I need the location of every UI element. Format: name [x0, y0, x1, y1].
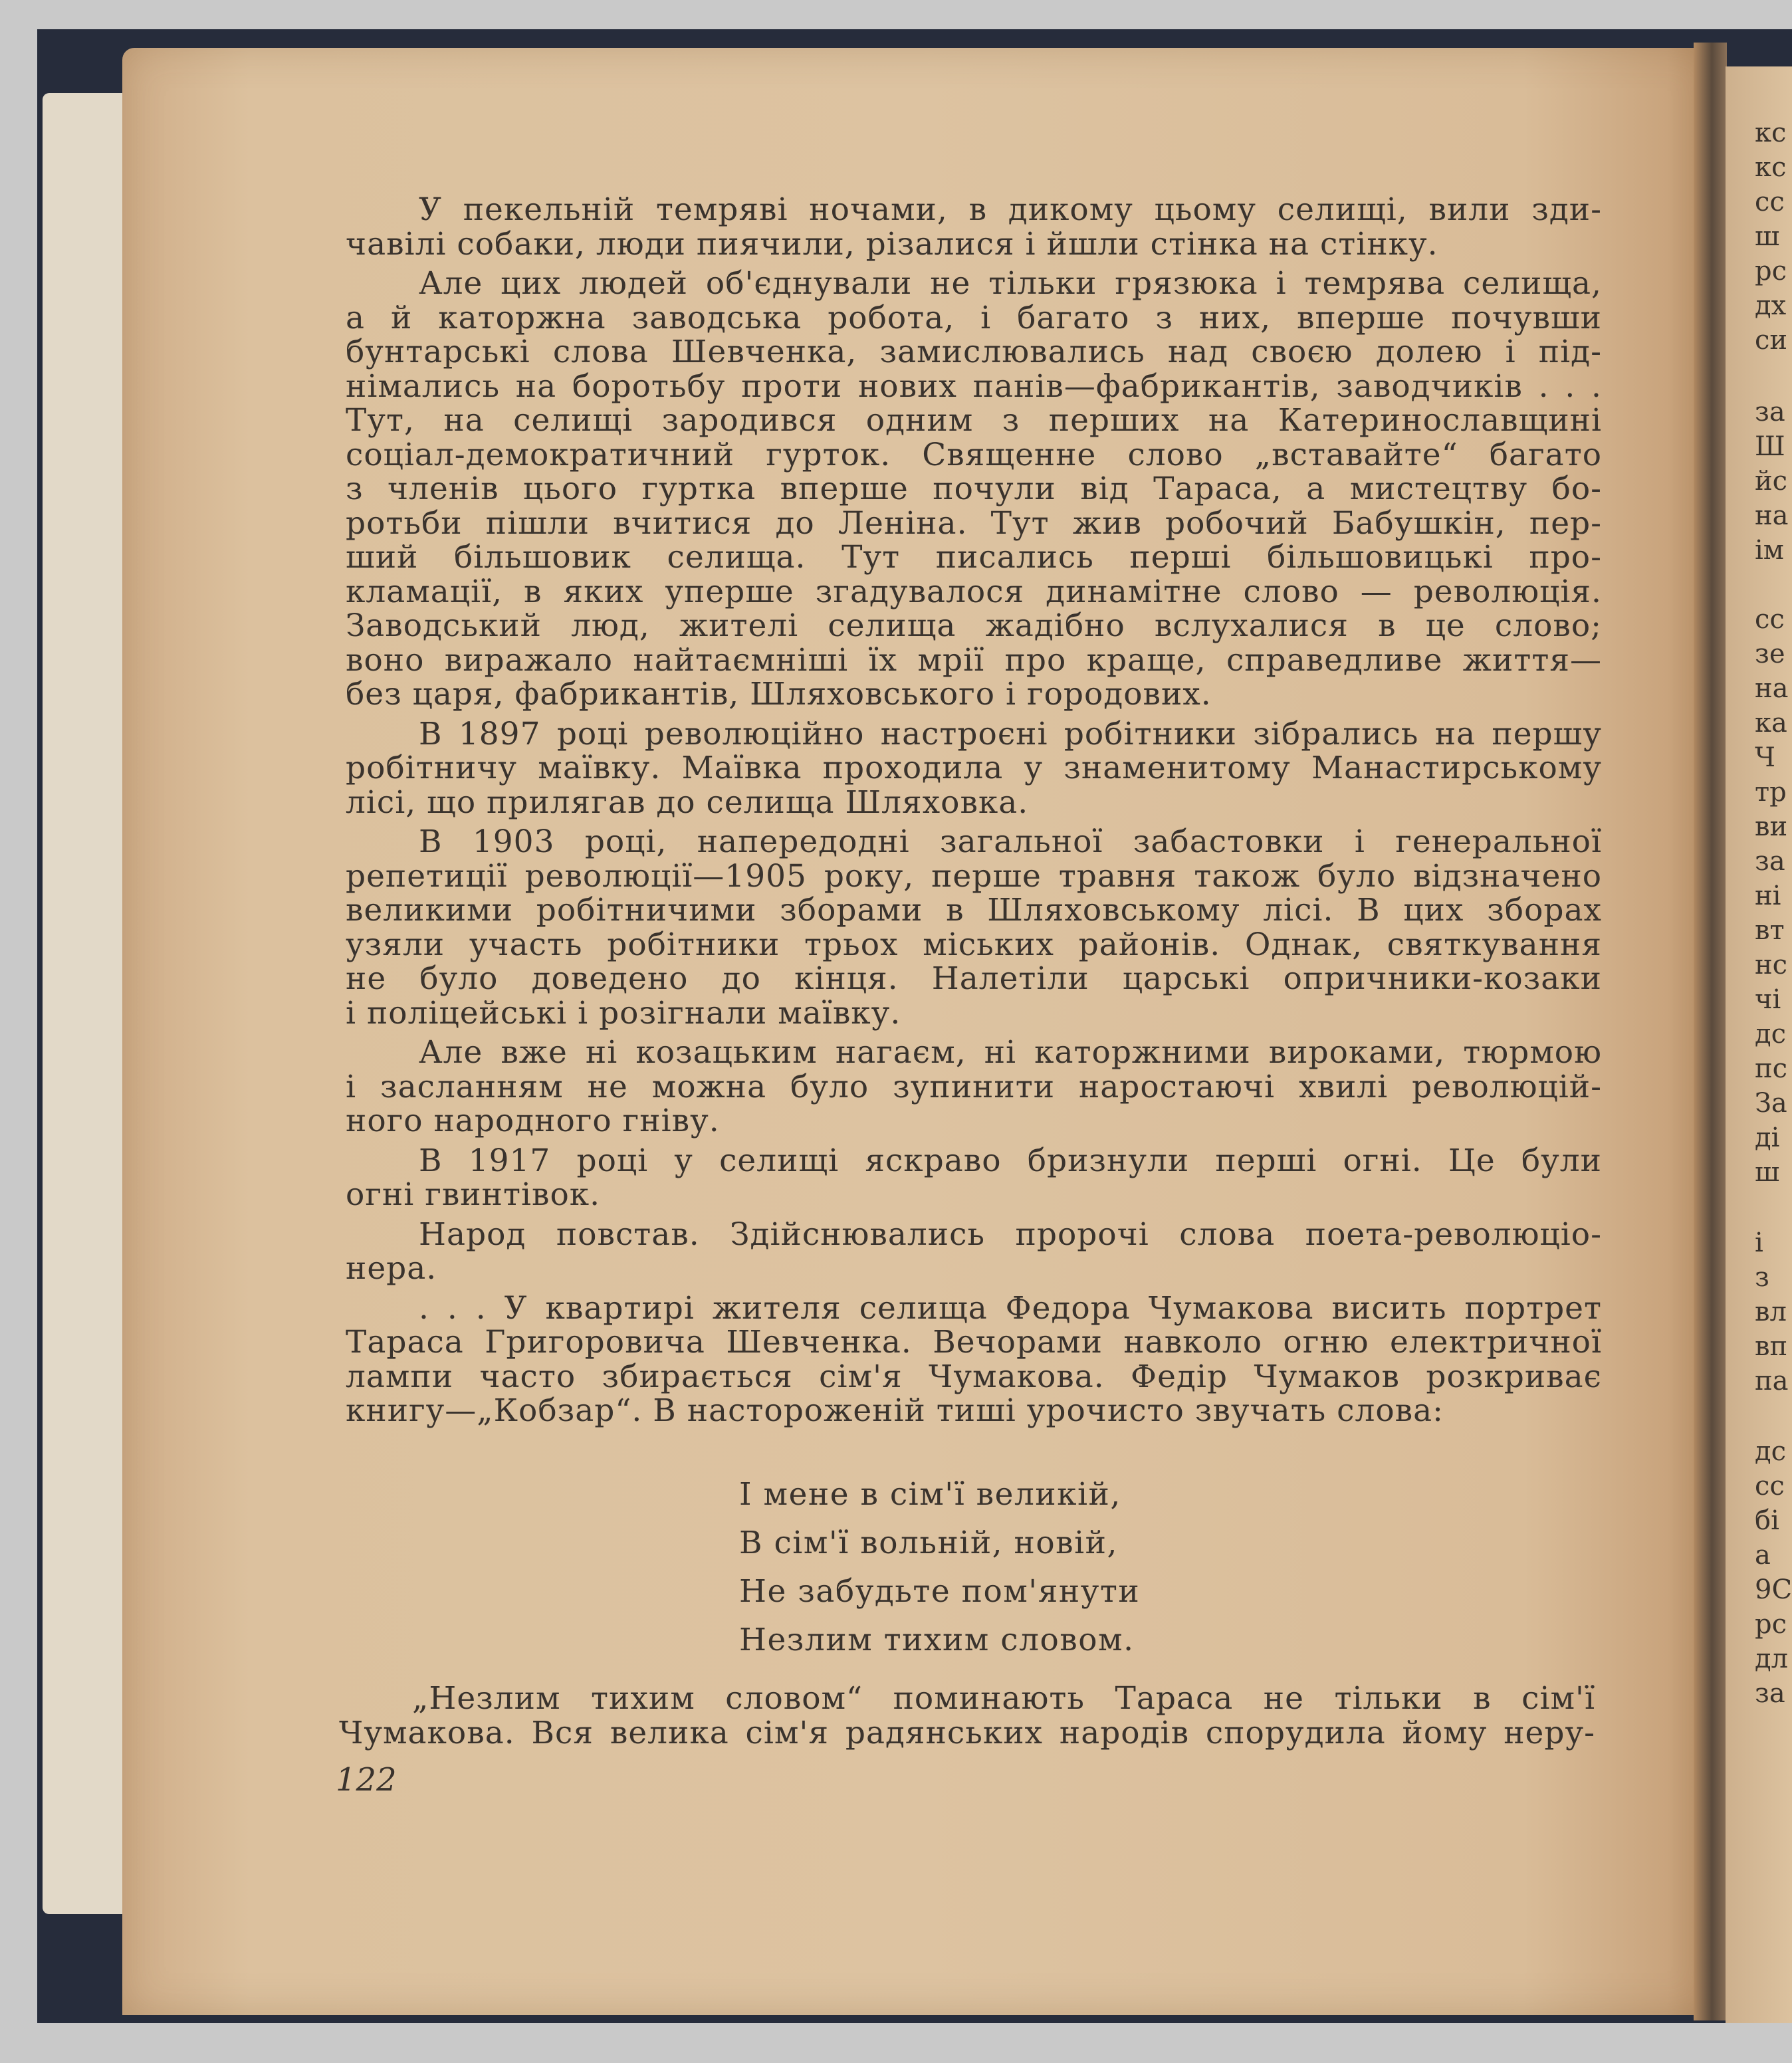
text-line: німались на боротьбу проти нових панів—фабрикантів, заводчиків . . .: [346, 368, 1602, 405]
text-line: Тараса Григоровича Шевченка. Вечорами навколо огню електричної: [346, 1324, 1602, 1360]
text-line: Народ повстав. Здійснювались пророчі слова поета-революціо-: [419, 1216, 1602, 1253]
next-page-fragment: дс: [1755, 1019, 1787, 1049]
next-page-fragment: йс: [1755, 466, 1788, 496]
next-page-fragment: ви: [1755, 812, 1788, 842]
text-line: Чумакова. Вся велика сім'я радянських народів спорудила йому неру-: [339, 1714, 1595, 1751]
text-line: В 1917 році у селищі яскраво бризнули перші огні. Це були: [419, 1142, 1602, 1179]
next-page-fragment: ш: [1755, 221, 1780, 252]
text-line: Заводський люд, жителі селища жадібно вслухалися в це слово;: [346, 607, 1602, 644]
paragraph: [346, 717, 1602, 820]
next-page-fragment: Ш: [1755, 431, 1785, 462]
next-page-fragment: дх: [1755, 290, 1787, 321]
text-line: В 1903 році, напередодні загальної забастовки і генеральної: [419, 823, 1602, 860]
text-line: і засланням не можна було зупинити наростаючі хвилі революцій-: [346, 1068, 1602, 1105]
text-line: У пекельній темряві ночами, в дикому цьому селищі, вили зди-: [419, 191, 1602, 228]
next-page-fragment: ім: [1755, 535, 1784, 566]
paragraph: [346, 1291, 1602, 1428]
text-line: а й каторжна заводська робота, і багато з них, вперше почувши: [346, 299, 1602, 336]
next-page-fragment: сс: [1755, 604, 1785, 635]
next-page-fragment: пс: [1755, 1053, 1788, 1084]
poem-line: Незлим тихим словом.: [739, 1622, 1135, 1658]
next-page-fragment: зе: [1755, 639, 1785, 669]
text-line: . . . У квартирі жителя селища Федора Чумакова висить портрет: [419, 1289, 1602, 1327]
next-page-fragment: і: [1755, 1228, 1763, 1258]
text-line: кламації, в яких уперше згадувалося динамітне слово — революція.: [346, 573, 1602, 610]
next-page-fragment: а: [1755, 1540, 1771, 1571]
final-paragraph: [339, 1682, 1595, 1750]
paragraph: [346, 1144, 1602, 1212]
next-page-fragment: з: [1755, 1262, 1769, 1293]
paragraph: [346, 267, 1602, 712]
text-line: ного народного гніву.: [346, 1103, 720, 1139]
next-page-fragment: за: [1755, 846, 1785, 877]
next-page-edge: [1726, 66, 1792, 2023]
next-page-fragment: кс: [1755, 118, 1787, 148]
text-line: чавілі собаки, люди пиячили, різалися і йшли стінка на стінку.: [346, 225, 1438, 263]
body-text: [346, 193, 1602, 1434]
text-line: Тут, на селищі зародився одним з перших на Катеринославщині: [346, 402, 1602, 439]
text-line: соціал-демократичний гурток. Священне слово „вставайте“ багато: [346, 436, 1602, 473]
next-page-fragment: за: [1755, 1678, 1785, 1709]
text-line: „Незлим тихим словом“ поминають Тараса не тільки в сім'ї: [412, 1680, 1595, 1717]
next-page-fragment: тр: [1755, 777, 1787, 808]
paragraph: [346, 825, 1602, 1030]
paragraph: [346, 1035, 1602, 1139]
next-page-fragment: кс: [1755, 152, 1787, 183]
next-page-fragment: за: [1755, 397, 1785, 427]
text-line: репетиції революції—1905 року, перше травня також було відзначено: [346, 857, 1602, 895]
poem-line: В сім'ї вольній, новій,: [739, 1525, 1118, 1561]
text-line: ротьби пішли вчитися до Леніна. Тут жив робочий Бабушкін, пер-: [346, 504, 1602, 542]
text-line: без царя, фабрикантів, Шляховського і городових.: [346, 676, 1212, 712]
next-page-fragment: сс: [1755, 1471, 1785, 1501]
next-page-fragment: сс: [1755, 187, 1785, 217]
paragraph: [346, 1218, 1602, 1286]
next-page-fragment: вл: [1755, 1297, 1787, 1327]
next-page-fragment: ка: [1755, 708, 1787, 738]
text-line: робітничу маївку. Маївка проходила у знаменитому Манастирському: [346, 750, 1602, 786]
text-line: лампи часто збирається сім'я Чумакова. Федір Чумаков розкриває: [346, 1358, 1602, 1395]
text-line: не було доведено до кінця. Налетіли царські опричники-козаки: [346, 960, 1602, 997]
text-line: узяли участь робітники трьох міських районів. Однак, святкування: [346, 926, 1602, 963]
next-page-fragment: вт: [1755, 915, 1785, 946]
text-line: В 1897 році революційно настроєні робітники зібрались на першу: [419, 715, 1602, 752]
text-line: ший більшовик селища. Тут писались перші більшовицькі про-: [346, 539, 1602, 576]
next-page-fragment: си: [1755, 325, 1788, 356]
next-page-fragment: 9С: [1755, 1574, 1792, 1605]
next-page-fragment: За: [1755, 1088, 1787, 1119]
next-page-fragment: ш: [1755, 1157, 1780, 1188]
next-page-fragment: Ч: [1755, 742, 1775, 773]
paragraph: [346, 193, 1602, 261]
book-gutter: [1694, 43, 1727, 2020]
poem-line: І мене в сім'ї великій,: [739, 1476, 1121, 1513]
text-line: і поліцейські і розігнали маївку.: [346, 994, 901, 1032]
next-page-fragment: дс: [1755, 1436, 1787, 1467]
page-number: 122: [336, 1761, 397, 1798]
text-line: огні гвинтівок.: [346, 1176, 601, 1213]
next-page-fragment: на: [1755, 500, 1789, 531]
poem-quote: [739, 1470, 1140, 1664]
next-page-fragment: рс: [1755, 256, 1787, 286]
next-page-fragment: па: [1755, 1366, 1789, 1396]
text-line: бунтарські слова Шевченка, замислювались над своєю долею і під-: [346, 334, 1602, 370]
next-page-fragment: на: [1755, 673, 1789, 704]
next-page-fragment: рс: [1755, 1609, 1787, 1640]
text-line: книгу—„Кобзар“. В настороженій тиші урочисто звучать слова:: [346, 1392, 1444, 1429]
text-line: Але вже ні козацьким нагаєм, ні каторжними вироками, тюрмою: [419, 1034, 1602, 1071]
next-page-fragment: нс: [1755, 950, 1788, 980]
text-line: з членів цього гуртка вперше почули від Тараса, а мистецтву бо-: [346, 471, 1602, 507]
text-line: нера.: [346, 1250, 437, 1287]
next-page-fragment: ді: [1755, 1123, 1780, 1153]
text-line: воно виражало найтаємніші їх мрії про краще, справедливе життя—: [346, 641, 1602, 679]
text-line: Але цих людей об'єднували не тільки грязюка і темрява селища,: [419, 265, 1602, 302]
next-page-fragment: ні: [1755, 881, 1781, 911]
next-page-fragment: чі: [1755, 984, 1781, 1015]
poem-line: Не забудьте пом'янути: [739, 1573, 1141, 1610]
next-page-fragment: вп: [1755, 1331, 1788, 1362]
next-page-fragment: бі: [1755, 1505, 1779, 1536]
next-page-fragment: дл: [1755, 1644, 1789, 1674]
text-line: великими робітничими зборами в Шляховському лісі. В цих зборах: [346, 892, 1602, 928]
text-line: лісі, що прилягав до селища Шляховка.: [346, 784, 1029, 821]
